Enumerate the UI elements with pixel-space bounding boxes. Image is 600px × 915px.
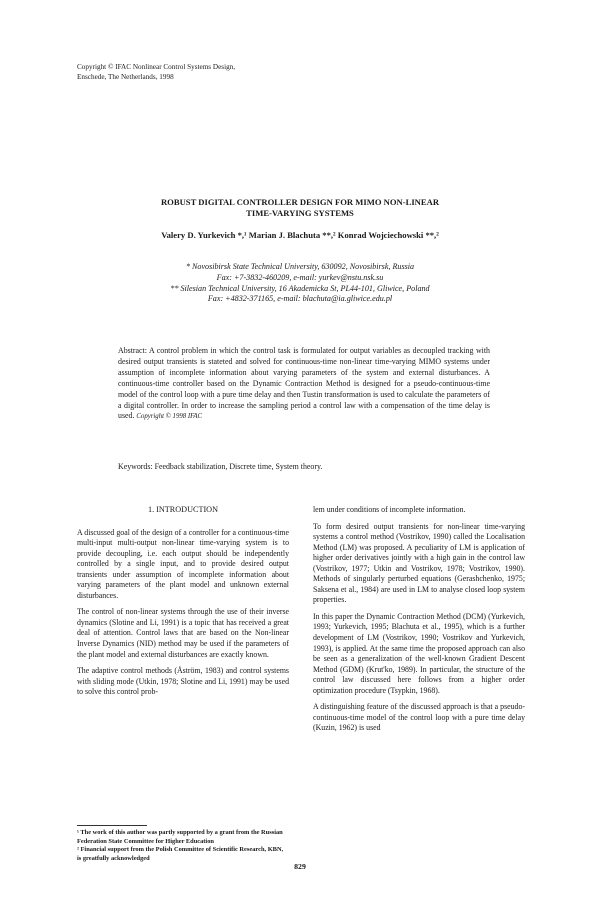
footnote-1: ¹ The work of this author was partly supported by a grant from the Russian Federation State Committee for Higher Education <box>77 829 283 845</box>
title-line-1: ROBUST DIGITAL CONTROLLER DESIGN FOR MIMO NON-LINEAR <box>160 197 440 207</box>
left-column <box>77 505 289 704</box>
copyright-notice <box>77 63 235 82</box>
page-number: 829 <box>294 862 306 871</box>
abstract-body: Abstract: A control problem in which the control task is formulated for output variables as decoupled tracking with desired output transients is stateted and solved for continuous-time non-linear time-varying MIMO systems under assumption of incomplete information about varying parameters of the system and external disturbances. A continuous-time controller based on the Dynamic Contraction Method is designed for a pseudo-continuous-time model of the control loop with a pure time delay and then Tustin transformation is used to calculate the parameters of a digital controller. In order to increase the sampling period a control law with a compensation of the time delay is used. <box>118 346 490 421</box>
copyright-line-2: Enschede, The Netherlands, 1998 <box>77 72 174 81</box>
paragraph: The adaptive control methods (Åström, 1983) and control systems with sliding mode (Utkin, 1978; Slotine and Li, 1991) may be used to solve this control prob- <box>77 666 289 697</box>
right-column <box>313 505 525 740</box>
affiliation-2-contact: Fax: +4832-371165, e-mail: blachuta@ia.gliwice.edu.pl <box>207 294 393 304</box>
footnotes <box>77 829 289 863</box>
abstract-copyright: Copyright © 1998 IFAC <box>136 413 203 421</box>
section-heading-introduction: 1. INTRODUCTION <box>147 505 219 514</box>
affiliation-2: ** Silesian Technical University, 16 Akademicka St, PL44-101, Gliwice, Poland <box>170 283 430 293</box>
keywords: Keywords: Feedback stabilization, Discrete time, System theory. <box>118 462 323 471</box>
paragraph: To form desired output transients for non-linear time-varying systems a control method (Vostrikov, 1990) called the Localisation Method (LM) was proposed. A peculiarity of LM is application of higher order derivatives jointly with a high gain in the control law (Vostrikov, 1977; Utkin and Vostrikov, 1978; Vostrikov, 1990). Methods of singularly perturbed equations (Gerashchenko, 1975; Saksena et al., 1984) are used in LM to analyse closed loop system properties. <box>313 521 525 605</box>
paragraph: A discussed goal of the design of a controller for a continuous-time multi-input multi-output non-linear time-varying system is to provide decoupling, i.e. each output should be independently controlled by a single input, and to provide desired output transients under assumption of incomplete information about varying parameters of the plant model and unknown external disturbances. <box>77 527 289 600</box>
title-line-2: TIME-VARYING SYSTEMS <box>246 208 354 218</box>
paragraph: A distinguishing feature of the discussed approach is that a pseudo-continuous-time model of the control loop with a pure time delay (Kuzin, 1962) is used <box>313 702 525 733</box>
authors: Valery D. Yurkevich *,¹ Marian J. Blachuta **,² Konrad Wojciechowski **,² <box>161 230 439 240</box>
paragraph: In this paper the Dynamic Contraction Method (DCM) (Yurkevich, 1993; Yurkevich, 1995; Blachuta et al., 1995), which is a further development of LM (Vostrikov, 1990; Vostrikov and Yurkevich, 1993), is applied. At the same time the proposed approach can also be seen as a generalization of the well-known Gradient Descent Method (GDM) (Krut'ko, 1989). In particular, the structure of the control law discussed here follows from a higher order optimization procedure (Tsypkin, 1968). <box>313 611 525 695</box>
paragraph: lem under conditions of incomplete information. <box>313 505 466 514</box>
affiliation-1-contact: Fax: +7-3832-460209, e-mail: yurkev@nstu.nsk.su <box>216 272 384 282</box>
copyright-line-1: Copyright © IFAC Nonlinear Control Systems Design, <box>77 63 236 71</box>
affiliation-1: * Novosibirsk State Technical University, 630092, Novosibirsk, Russia <box>185 262 415 271</box>
footnote-2: ² Financial support from the Polish Committee of Scientific Research, KBN, is greatfully acknowledged <box>77 846 284 862</box>
paragraph: The control of non-linear systems through the use of their inverse dynamics (Slotine and Li, 1991) is a topic that has received a great deal of attention. Control laws that are based on the Non-linear Inverse Dynamics (NID) method may be used if the parameters of the plant model and external disturbances are exactly known. <box>77 607 289 659</box>
paper-title <box>90 197 510 219</box>
affiliations <box>90 262 510 305</box>
footnote-divider <box>77 825 147 826</box>
abstract <box>118 346 490 423</box>
